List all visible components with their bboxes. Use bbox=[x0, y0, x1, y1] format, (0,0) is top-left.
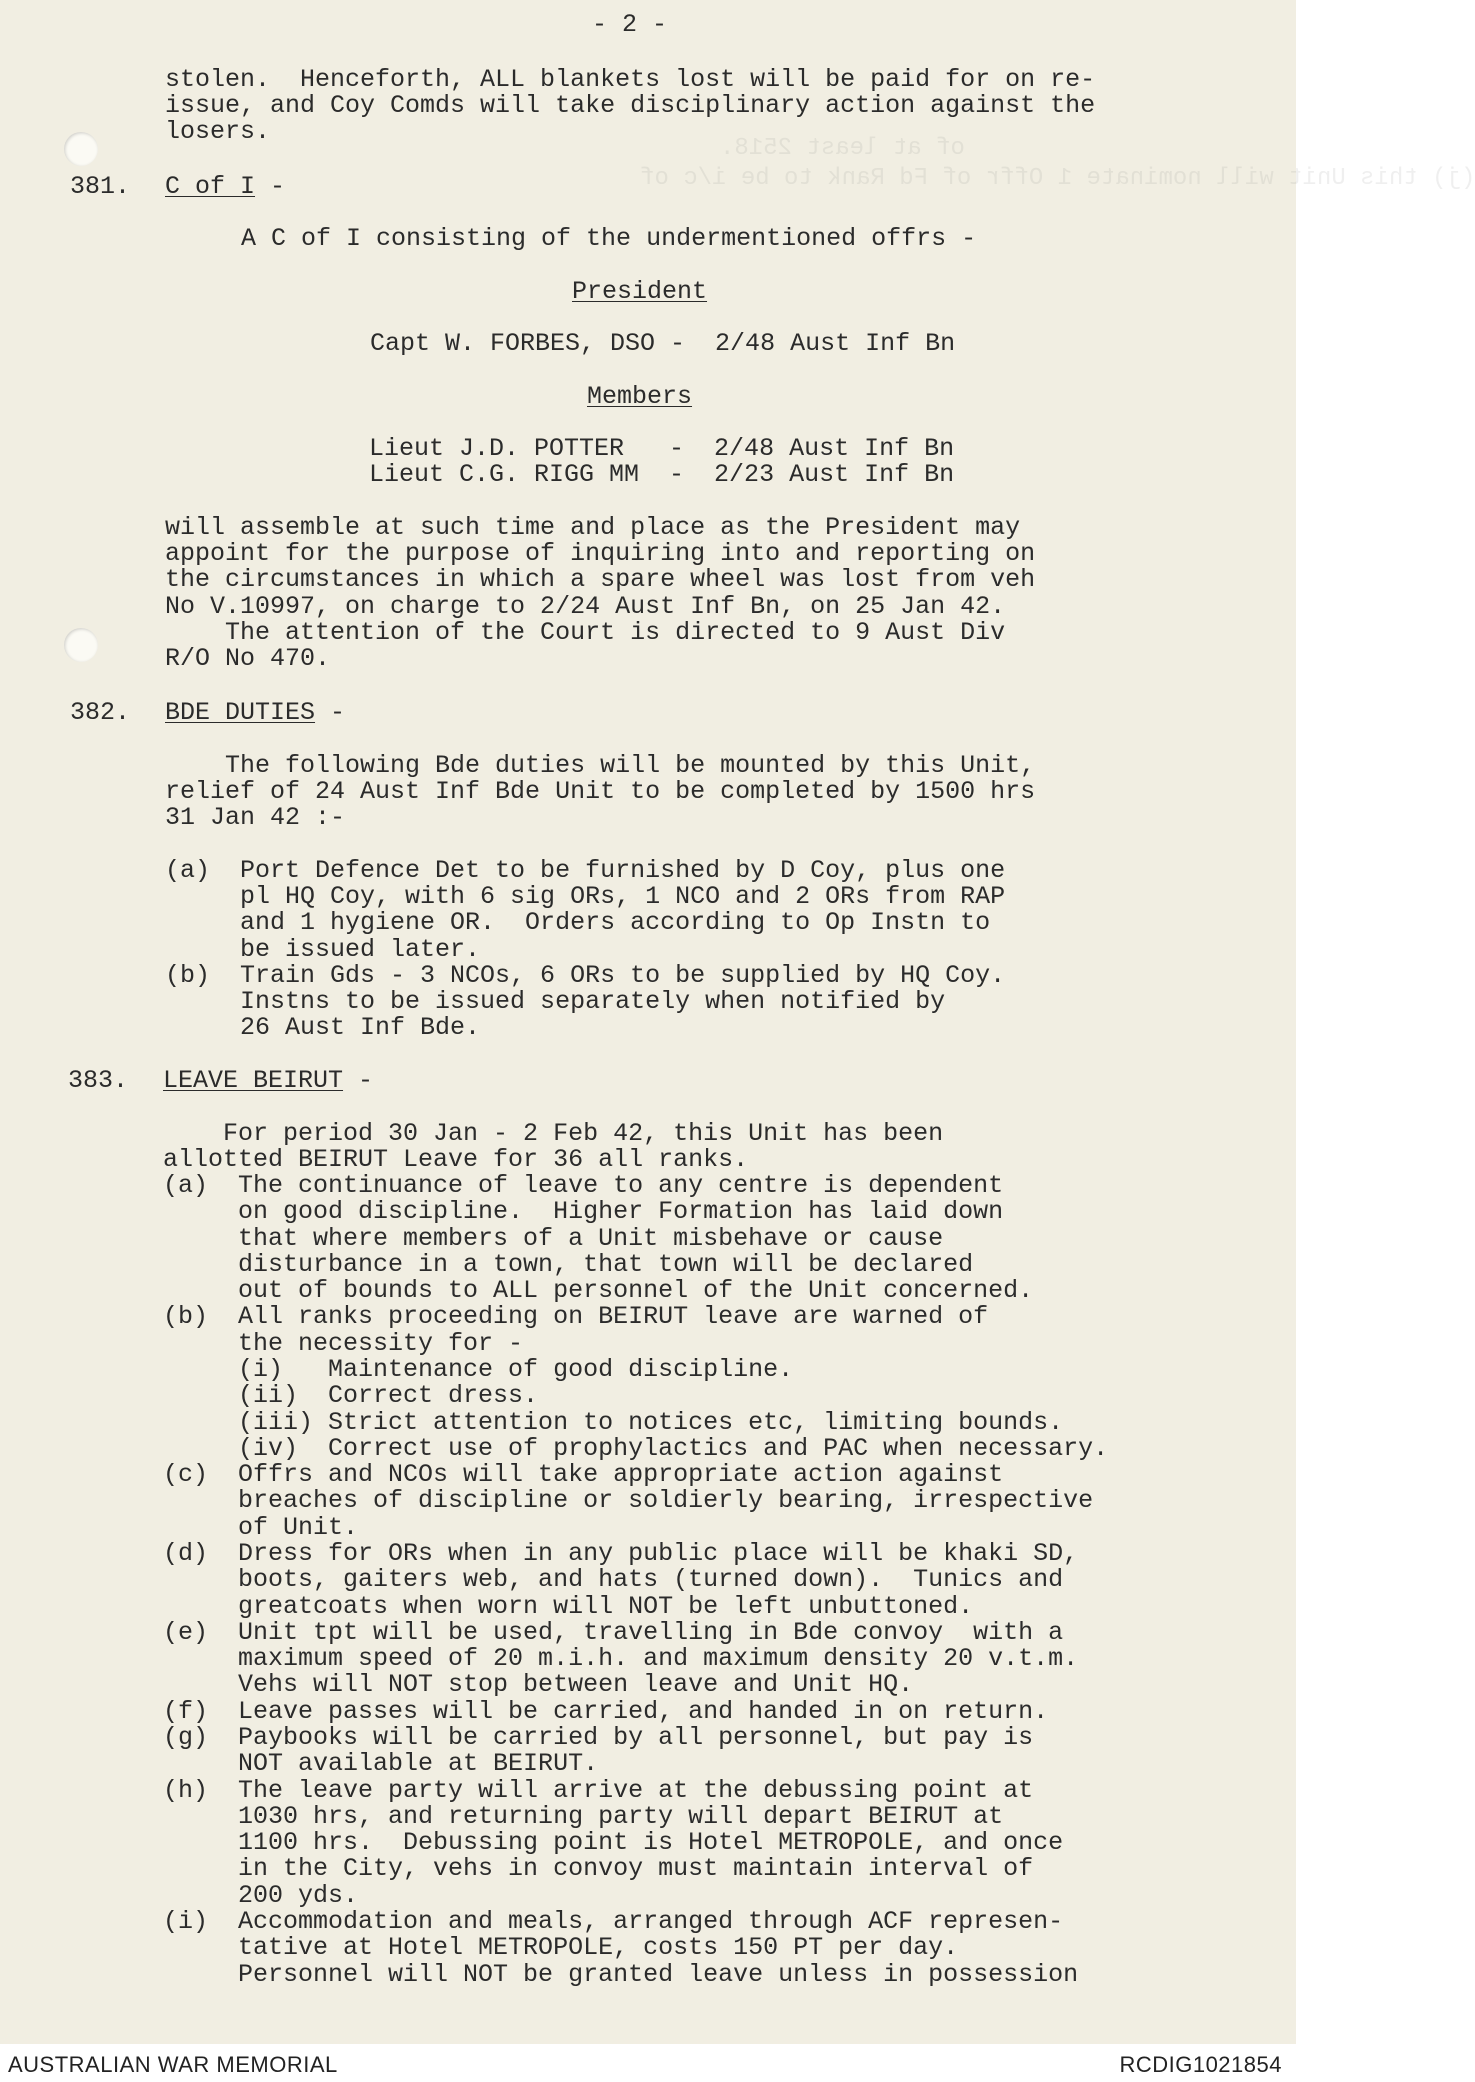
list-item-line: (f) Leave passes will be carried, and handed in on return. bbox=[163, 1697, 1049, 1726]
archive-footer bbox=[0, 2044, 1296, 2082]
list-item-line: in the City, vehs in convoy must maintain interval of bbox=[163, 1854, 1034, 1883]
list-item-line: NOT available at BEIRUT. bbox=[163, 1749, 599, 1778]
list-item-line: the necessity for - bbox=[163, 1329, 524, 1358]
list-item-line: breaches of discipline or soldierly bearing, irrespective bbox=[163, 1486, 1094, 1515]
paragraph-line: No V.10997, on charge to 2/24 Aust Inf Bn, on 25 Jan 42. bbox=[165, 592, 1006, 621]
list-item-line: 1100 hrs. Debussing point is Hotel METROPOLE, and once bbox=[163, 1828, 1064, 1857]
list-item-line: boots, gaiters web, and hats (turned down). Tunics and bbox=[163, 1565, 1064, 1594]
list-item-line: Personnel will NOT be granted leave unless in possession bbox=[163, 1960, 1079, 1989]
list-item-line: Instns to be issued separately when notified by bbox=[165, 987, 946, 1016]
section-heading-text: BDE DUTIES bbox=[165, 698, 316, 727]
list-item-line: (h) The leave party will arrive at the debussing point at bbox=[163, 1776, 1034, 1805]
list-item-line: of Unit. bbox=[163, 1513, 359, 1542]
list-item-line: pl HQ Coy, with 6 sig ORs, 1 NCO and 2 ORs from RAP bbox=[165, 882, 1006, 911]
list-item-line: 1030 hrs, and returning party will depart BEIRUT at bbox=[163, 1802, 1004, 1831]
list-item-line: and 1 hygiene OR. Orders according to Op Instn to bbox=[165, 908, 991, 937]
list-item-line: (g) Paybooks will be carried by all personnel, but pay is bbox=[163, 1723, 1034, 1752]
president-heading: President bbox=[572, 277, 708, 306]
paragraph-line: For period 30 Jan - 2 Feb 42, this Unit has been bbox=[163, 1119, 944, 1148]
list-item-line: (d) Dress for ORs when in any public place will be khaki SD, bbox=[163, 1539, 1079, 1568]
list-item-line: 26 Aust Inf Bde. bbox=[165, 1013, 481, 1042]
list-item-line: tative at Hotel METROPOLE, costs 150 PT per day. bbox=[163, 1933, 959, 1962]
paragraph-line: The attention of the Court is directed to 9 Aust Div bbox=[165, 618, 1006, 647]
page-number: - 2 - bbox=[592, 10, 668, 39]
list-item-line: disturbance in a town, that town will be declared bbox=[163, 1250, 974, 1279]
section-heading bbox=[165, 700, 345, 726]
intro-line: issue, and Coy Comds will take disciplinary action against the bbox=[165, 91, 1096, 120]
paragraph-line: the circumstances in which a spare wheel was lost from veh bbox=[165, 565, 1036, 594]
list-item-line: (iii) Strict attention to notices etc, limiting bounds. bbox=[163, 1408, 1064, 1437]
paragraph-line: will assemble at such time and place as the President may bbox=[165, 513, 1021, 542]
paragraph-line: allotted BEIRUT Leave for 36 all ranks. bbox=[163, 1145, 749, 1174]
list-item-line: 200 yds. bbox=[163, 1881, 359, 1910]
list-item-line: (a) Port Defence Det to be furnished by D Coy, plus one bbox=[165, 856, 1006, 885]
list-item-line: (i) Maintenance of good discipline. bbox=[163, 1355, 794, 1384]
punch-hole bbox=[64, 132, 98, 166]
heading-dash: - bbox=[255, 172, 286, 201]
bleed-through-text: of at least 2518. bbox=[720, 135, 965, 162]
list-item-line: (e) Unit tpt will be used, travelling in Bde convoy with a bbox=[163, 1618, 1064, 1647]
footer-institution: AUSTRALIAN WAR MEMORIAL bbox=[8, 2052, 338, 2077]
list-item-line: (a) The continuance of leave to any centre is dependent bbox=[163, 1171, 1004, 1200]
list-item-line: maximum speed of 20 m.i.h. and maximum density 20 v.t.m. bbox=[163, 1644, 1079, 1673]
section-number: 383. bbox=[68, 1066, 129, 1095]
paragraph-line: 31 Jan 42 :- bbox=[165, 803, 346, 832]
list-item-line: Vehs will NOT stop between leave and Unit HQ. bbox=[163, 1670, 914, 1699]
list-item-line: (b) All ranks proceeding on BEIRUT leave are warned of bbox=[163, 1302, 989, 1331]
list-item-line: out of bounds to ALL personnel of the Unit concerned. bbox=[163, 1276, 1034, 1305]
list-item-line: (i) Accommodation and meals, arranged through ACF represen- bbox=[163, 1907, 1064, 1936]
list-item-line: on good discipline. Higher Formation has laid down bbox=[163, 1197, 1004, 1226]
member-entry: Lieut J.D. POTTER - 2/48 Aust Inf Bn bbox=[369, 434, 955, 463]
list-item-line: (ii) Correct dress. bbox=[163, 1381, 539, 1410]
list-item-line: (c) Offrs and NCOs will take appropriate action against bbox=[163, 1460, 1004, 1489]
list-item-line: (b) Train Gds - 3 NCOs, 6 ORs to be supplied by HQ Coy. bbox=[165, 961, 1006, 990]
heading-dash: - bbox=[343, 1066, 374, 1095]
section-heading bbox=[163, 1068, 373, 1094]
paragraph-line: relief of 24 Aust Inf Bde Unit to be completed by 1500 hrs bbox=[165, 777, 1036, 806]
footer-record-id: RCDIG1021854 bbox=[1119, 2052, 1282, 2077]
list-item-line: be issued later. bbox=[165, 935, 481, 964]
members-heading: Members bbox=[587, 382, 693, 411]
president-entry: Capt W. FORBES, DSO - 2/48 Aust Inf Bn bbox=[370, 329, 956, 358]
member-entry: Lieut C.G. RIGG MM - 2/23 Aust Inf Bn bbox=[369, 460, 955, 489]
list-item-line: that where members of a Unit misbehave or cause bbox=[163, 1224, 944, 1253]
list-item-line: greatcoats when worn will NOT be left unbuttoned. bbox=[163, 1592, 974, 1621]
intro-line: stolen. Henceforth, ALL blankets lost will be paid for on re- bbox=[165, 65, 1096, 94]
section-heading bbox=[165, 174, 285, 200]
paragraph-line: R/O No 470. bbox=[165, 644, 331, 673]
bleed-through-text: (j) this Unit will nominate 1 Offr of Fd Rank to be i/c of bbox=[640, 165, 1475, 192]
section-heading-text: C of I bbox=[165, 172, 256, 201]
punch-hole bbox=[64, 628, 98, 662]
list-item-line: (iv) Correct use of prophylactics and PAC when necessary. bbox=[163, 1434, 1109, 1463]
section-number: 381. bbox=[70, 172, 131, 201]
heading-dash: - bbox=[315, 698, 346, 727]
paragraph-line: The following Bde duties will be mounted by this Unit, bbox=[165, 751, 1036, 780]
paragraph-line: A C of I consisting of the undermentioned offrs - bbox=[241, 224, 977, 253]
section-number: 382. bbox=[70, 698, 131, 727]
intro-line: losers. bbox=[165, 117, 271, 146]
paragraph-line: appoint for the purpose of inquiring into and reporting on bbox=[165, 539, 1036, 568]
section-heading-text: LEAVE BEIRUT bbox=[163, 1066, 344, 1095]
